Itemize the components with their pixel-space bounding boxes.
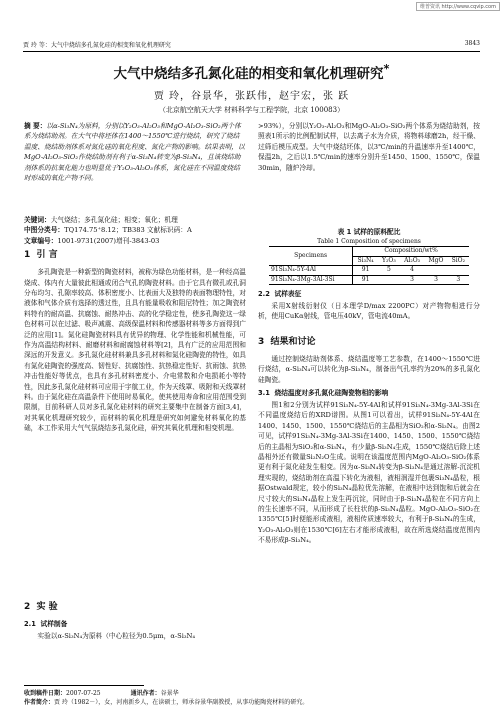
table-subheader: SiO₂ xyxy=(448,256,469,266)
title-footnote-mark: * xyxy=(383,62,390,76)
subsection-title: 烧结温度对多孔氮化硅陶瓷物相的影响 xyxy=(274,389,389,397)
table-cell: 3 xyxy=(448,275,469,285)
subsection-title: 试样制备 xyxy=(40,620,68,629)
section-number: 1 xyxy=(24,250,31,261)
abstract xyxy=(24,121,246,215)
subsection-number: 3.1 xyxy=(258,389,270,397)
table-cell: 91 xyxy=(353,266,378,276)
table-cell: 3 xyxy=(400,275,425,285)
abstract-label: 摘 要： xyxy=(24,122,47,130)
subsection-number: 2.2 xyxy=(258,290,270,298)
section-heading-results xyxy=(258,337,480,351)
right-column xyxy=(258,121,480,660)
bio-text: 贾 玲（1982－），女，河南新乡人，在读硕士，师承谷景华副教授，从事功能陶瓷材料的研究。 xyxy=(54,699,309,706)
abstract-text: 以α-Si₃N₄为原料，分别以Y₂O₃-Al₂O₃和MgO-Al₂O₃-SiO₂两个体系为烧结助剂。在大气中将坯体在1400～1550℃进行烧结，研究了烧结温度、烧结助剂体系对氮化硅的氧化程度、氮化产物的影响。结果表明，以MgO-Al₂O₃-SiO₂作烧结助剂有利于α-Si₃N₄转变为β-Si₃N₄，且该烧结助剂体系的抗氧化能力也明显优于Y₂O₃-Al₂O₃体系，氮化硅在不同温度烧结时形成的氧化产物不同。 xyxy=(24,122,245,183)
composition-table xyxy=(269,246,469,285)
watermark-stamp: 维普资讯 http://www.cqvip.com xyxy=(416,2,500,11)
footnote-rule xyxy=(24,685,144,686)
table-subheader: Al₂O₃ xyxy=(400,256,425,266)
section-number: 3 xyxy=(258,337,265,347)
characterization-paragraph: 采用X射线衍射仪（日本理学D/max 2200PC）对产物物相进行分析，使用CuKα射线，管电压40kV，管电流40mA。 xyxy=(258,302,480,321)
experiment-paragraph: 实验以α-Si₃N₄为原料（中心粒径为0.5μm，α-Si₃N₄ xyxy=(37,632,196,641)
article-number-text: 1001-9731(2007)增刊-3843-03 xyxy=(57,236,160,245)
article-number xyxy=(24,236,246,246)
table-subheader: Y₂O₃ xyxy=(378,256,400,266)
received-label: 收到稿件日期： xyxy=(24,690,67,697)
experiment-paragraph-continued: >93%），分别以Y₂O₃-Al₂O₃和MgO-Al₂O₃-SiO₂两个体系为烧结助剂，按照表1所示的比例配制试样，以去离子水为介质，将物料球磨2h，经干燥、过筛后模压成型。大气中烧结坯体，以3℃/min的升温速率升至1400℃，保温2h，之后以1.5℃/min的速率分别升至1450、1500、1550℃，保温30min，随炉冷却。 xyxy=(258,122,480,172)
table-subheader: Si₃N₄ xyxy=(353,256,378,266)
table-subheader: MgO xyxy=(424,256,447,266)
subsection-number: 2.1 xyxy=(24,620,36,629)
bio-label: 作者简介： xyxy=(24,699,55,706)
table-caption: 表 1 试样的原料配比 xyxy=(337,228,401,236)
table-cell: 3 xyxy=(424,275,447,285)
received-date xyxy=(24,689,101,698)
table-row xyxy=(269,275,469,285)
table-header-specimens: Specimens xyxy=(269,247,353,266)
keywords-text: 大气烧结；多孔氮化硅；相变；氧化；机理 xyxy=(50,216,178,224)
running-header xyxy=(23,40,480,52)
affiliation: （北京航空航天大学 材料科学与工程学院，北京 100083） xyxy=(158,106,345,114)
paper-title xyxy=(0,62,503,82)
results-paragraph: 图1和2分别为试样91Si₃N₄-5Y-4Al和试样91Si₃N₄-3Mg-3Al-3Si在不同温度烧结后的XRD谱图。从图1可以看出，试样91Si₃N₄-5Y-4Al在1400、1450、1500、1550℃烧结后的主晶相为SiO₂和α-Si₃N₄。由图2可见，试样91Si₃N₄-3Mg-3Al-3Si在1400、1450、1500、1550℃烧结后的主晶相为SiO₂和α-Si₃N₄，有少量β-Si₃N₄生成，1550℃烧结后除上述晶相外还有微量Si₂N₂O生成。说明在该温度范围内MgO-Al₂O₃-SiO₂体系更有利于氮化硅发生相变。因为α-Si₃N₄转变为β-Si₃N₄是通过溶解-沉淀机理实现的，烧结助剂在高温下转化为液相，液相润湿并包裹Si₃N₄晶粒，根据Ostwald规定，较小的Si₃N₄晶粒优先溶解，在液相中达到饱和后就会在尺寸较大的Si₃N₄晶粒上发生再沉淀，同时由于β-Si₃N₄晶粒在不同方向上的生长速率不同，从而形成了长柱状的β-Si₃N₄晶粒。MgO-Al₂O₃-SiO₂在1355℃[5]时便能形成液相，液相传质速率较大，有利于β-Si₃N₄的生成，Y₂O₃-Al₂O₃则在1530℃[6]左右才能形成液相，故在所选烧结温度范围内不易形成β-Si₃N₄。 xyxy=(258,401,480,545)
footnote-row-received xyxy=(24,689,479,698)
clc-label: 中图分类号： xyxy=(24,226,65,235)
table-cell xyxy=(448,266,469,276)
table-cell: 4 xyxy=(400,266,425,276)
section-heading-intro xyxy=(24,250,246,264)
section-title: 引 言 xyxy=(36,250,58,261)
received-value: 2007-07-25 xyxy=(66,690,101,697)
subsection-heading-characterization xyxy=(258,289,480,299)
results-intro-paragraph: 通过控制烧结助剂体系、烧结温度等工艺参数，在1400～1550℃进行烧结，α-Si₃N₄可以转化为β-Si₃N₄，制备出气孔率约为20%的多孔氮化硅陶瓷。 xyxy=(258,355,480,384)
paper-title-text: 大气中烧结多孔氮化硅的相变和氧化机理研究 xyxy=(113,66,384,82)
table-cell-specimen: 91Si₃N₄-5Y-4Al xyxy=(269,266,353,276)
article-number-label: 文章编号： xyxy=(24,236,58,245)
table-cell xyxy=(378,275,400,285)
author-bio xyxy=(24,698,479,707)
corresponding-author xyxy=(131,689,179,698)
author-list: 贾 玲，谷景华，张跃伟，赵宇宏，张 跃 xyxy=(153,91,350,102)
section-title: 结果和讨论 xyxy=(270,337,316,347)
table-header-row xyxy=(269,247,469,257)
table-header-composition: Composition/wt% xyxy=(353,247,469,257)
section-number: 2 xyxy=(24,602,31,613)
footnote xyxy=(24,689,479,707)
table-cell xyxy=(424,266,447,276)
corresponding-value: 谷景华 xyxy=(160,690,179,697)
table-cell: 91 xyxy=(353,275,378,285)
clc-text: TQ174.75⁺8.12；TB383 文献标识码：A xyxy=(64,226,192,235)
subsection-title: 试样表征 xyxy=(274,290,302,298)
keywords-label: 关键词： xyxy=(24,216,51,224)
page-number: 3843 xyxy=(464,40,480,47)
keywords xyxy=(24,215,246,225)
table-row xyxy=(269,266,469,276)
subsection-heading-sample-prep xyxy=(24,619,246,629)
section-heading-experiment xyxy=(24,602,246,616)
clc-number xyxy=(24,225,246,235)
intro-paragraph: 多孔陶瓷是一种新型的陶瓷材料，被称为绿色功能材料，是一种经高温烧成、体内有大量彼此相通或闭合气孔的陶瓷材料。由于它具有微孔或孔洞分布均匀、孔隙率较高、体积密度小、比表面大及独特的表面物理特性，对液体和气体介质有选择的透过性，且具有能量吸收和阻尼特性；加之陶瓷材料特有的耐高温、抗腐蚀、耐热冲击、高的化学稳定性，使多孔陶瓷这一绿色材料可以在过滤、吸声减震、高级保温材料和传感器材料等多方面得到广泛的应用[1]。氮化硅陶瓷材料具有优异的物理、化学性能和机械性能，可作为高温结构材料、耐磨材料和耐腐蚀材料等[2]，具有广泛的应用范围和深远的开发意义。多孔氮化硅材料兼具多孔材料和氮化硅陶瓷的特性，如具有氮化硅陶瓷的强度高、韧性好、抗腐蚀性、抗热稳定性好、抗雨蚀、抗热冲击性能好等优点，也具有多孔材料密度小、介电常数和介电损耗小等特性，因此多孔氮化硅材料可应用于宇航工业，作为天线罩、吸附和天线罩材料。由于氮化硅在高温条件下使用时易氧化，使其使用寿命和应用范围受到限制，目前科研人员对多孔氮化硅材料的研究主要集中在制备方面[3,4]，对其氧化机理研究较少，而材料的氧化机理是研究如何避免材料氧化的基础，本工作采用大气气氛烧结多孔氮化硅，研究其氧化机理和相变机理。 xyxy=(24,268,246,433)
subsection-heading-temperature-effect xyxy=(258,388,480,398)
section-title: 实 验 xyxy=(36,602,58,613)
table-cell: 5 xyxy=(378,266,400,276)
running-header-title: 贾 玲 等：大气中烧结多孔氮化硅的相变和氧化机理研究 xyxy=(23,42,171,49)
left-column xyxy=(24,121,246,642)
table-caption-english: Table 1 Composition of specimens xyxy=(317,238,421,245)
corresponding-label: 通讯作者： xyxy=(130,690,161,697)
table-cell-specimen: 91Si₃N₄-3Mg-3Al-3Si xyxy=(269,275,353,285)
